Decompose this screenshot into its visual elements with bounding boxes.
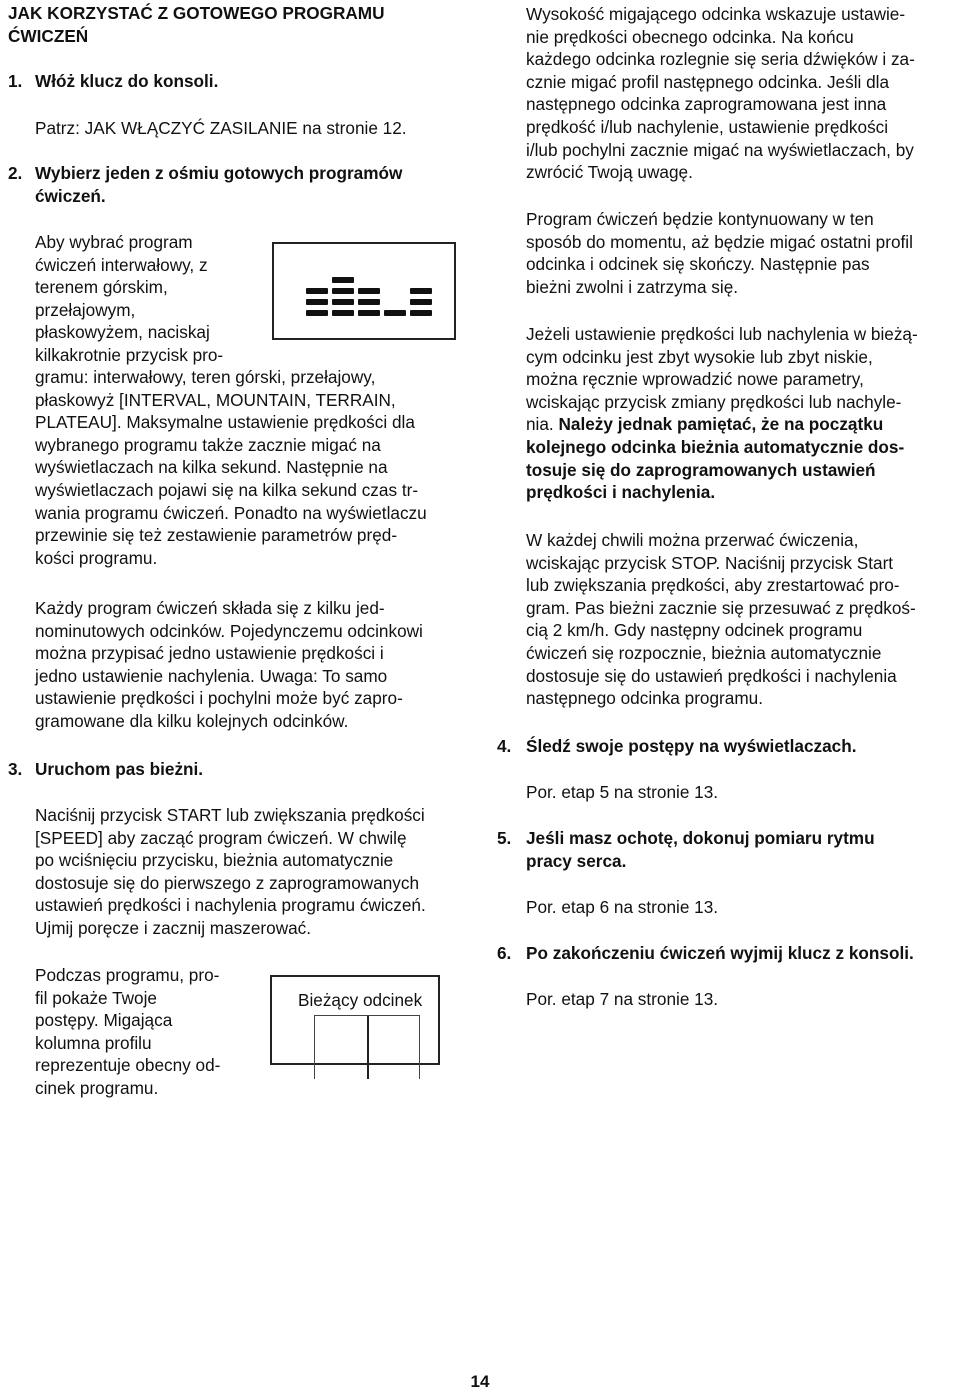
right-paragraph-3-normal: Jeżeli ustawienie prędkości lub nachylenia w bieżą- cym odcinku jest zbyt wysokie lub zbyt niskie, można ręcznie wprowadzić nowe parametry, wciskając przycisk zmiany prędkości lub nachyle- nia. [526, 324, 918, 435]
step-5-number: 5. [497, 828, 512, 848]
profile-segment [332, 299, 354, 305]
step-3-paragraph-1: Naciśnij przycisk START lub zwiększania prędkości [SPEED] aby zacząć program ćwiczeń. W chwilę po wciśnięciu przycisku, bieżnia automatycznie dostosuje się do pierwszego z zaprogramowanych ustawień prędkości i nachylenia programu ćwiczeń. Ujmij poręcze i zacznij maszerować. [35, 805, 426, 938]
right-paragraph-1: Wysokość migającego odcinka wskazuje ustawie- nie prędkości obecnego odcinka. Na końcu każdego odcinka rozlegnie się seria dźwięków i za- cznie migać profil następnego odcinka. Jeśli dla następnego odcinka zaprogramowana jest inna prędkość i/lub nachylenie, ustawienie prędkości i/lub pochylni zacznie migać na wyświetlaczach, by zwrócić Twoją uwagę. [526, 4, 915, 183]
step-3-number: 3. [8, 759, 23, 779]
profile-segment [332, 288, 354, 294]
step-4-number: 4. [497, 736, 512, 756]
program-profile-figure [272, 242, 456, 340]
step-6-number: 6. [497, 943, 512, 963]
step-5-title: Jeśli masz ochotę, dokonuj pomiaru rytmu pracy serca. [526, 828, 875, 871]
profile-column-outline [314, 1015, 420, 1079]
step-2-number: 2. [8, 163, 23, 183]
step-3-paragraph-2: Podczas programu, pro- fil pokaże Twoje postępy. Migająca kolumna profilu reprezentuje obecny od- cinek programu. [35, 965, 221, 1098]
current-segment-figure [270, 975, 440, 1095]
profile-segment [410, 299, 432, 305]
profile-segment [410, 288, 432, 294]
step-3-title: Uruchom pas bieżni. [35, 759, 204, 779]
page-number: 14 [470, 1372, 490, 1391]
profile-segment [306, 288, 328, 294]
right-paragraph-3-bold: Należy jednak pamiętać, że na początku kolejnego odcinka bieżnia automatycznie dos- tosuje się do zaprogramowanych ustawień prędkości i nachylenia. [526, 414, 905, 503]
step-1-text: Patrz: JAK WŁĄCZYĆ ZASILANIE na stronie 12. [35, 118, 407, 138]
profile-segment [332, 277, 354, 283]
step-1-title: Włóż klucz do konsoli. [35, 71, 219, 91]
right-paragraph-3 [526, 323, 918, 504]
step-1-number: 1. [8, 71, 23, 91]
step-5-text: Por. etap 6 na stronie 13. [526, 897, 719, 917]
profile-segment [332, 310, 354, 316]
profile-segment [358, 288, 380, 294]
section-title: JAK KORZYSTAĆ Z GOTOWEGO PROGRAMU ĆWICZEŃ [8, 3, 385, 46]
profile-segment [306, 310, 328, 316]
profile-segment [384, 310, 406, 316]
step-2-paragraph-1: gramu: interwałowy, teren górski, przełajowy, płaskowyż [INTERVAL, MOUNTAIN, TERRAIN, PLATEAU]. Maksymalne ustawienie prędkości dla wybranego programu także zacznie migać na wyświetlaczach na kilka sekund. Następnie na wyświetlaczach pojawi się na kilka sekund czas tr- wania programu ćwiczeń. Ponadto na wyświetlaczu przewinie się też zestawienie parametrów pręd- kości programu. [35, 367, 427, 568]
profile-segment [410, 310, 432, 316]
step-4-text: Por. etap 5 na stronie 13. [526, 782, 719, 802]
step-4-title: Śledź swoje postępy na wyświetlaczach. [526, 736, 857, 756]
step-2-paragraph-2: Każdy program ćwiczeń składa się z kilku jed- nominutowych odcinków. Pojedynczemu odcinkowi można przypisać jedno ustawienie prędkości i jedno ustawienie nachylenia. Uwaga: To samo ustawienie prędkości i pochylni może być zapro- gramowane dla kilku kolejnych odcinków. [35, 598, 423, 731]
step-6-title: Po zakończeniu ćwiczeń wyjmij klucz z konsoli. [526, 943, 914, 963]
profile-segment [306, 299, 328, 305]
right-paragraph-2: Program ćwiczeń będzie kontynuowany w ten sposób do momentu, aż będzie migać ostatni profil odcinka i odcinek się skończy. Następnie pas bieżni zwolni i zatrzyma się. [526, 209, 913, 297]
profile-segment [358, 310, 380, 316]
profile-segment [358, 299, 380, 305]
current-segment-label: Bieżący odcinek [298, 990, 423, 1010]
step-6-text: Por. etap 7 na stronie 13. [526, 989, 719, 1009]
right-paragraph-4: W każdej chwili można przerwać ćwiczenia, wciskając przycisk STOP. Naciśnij przycisk Start lub zwiększania prędkości, aby zrestartować pro- gram. Pas bieżni zacznie się przesuwać z prędkoś- cią 2 km/h. Gdy następny odcinek programu ćwiczeń się rozpocznie, bieżnia automatycznie dostosuje się do ustawień prędkości i nachylenia następnego odcinka programu. [526, 530, 916, 709]
step-2-title: Wybierz jeden z ośmiu gotowych programów ćwiczeń. [35, 163, 403, 206]
step-2-paragraph-1-beside-figure: Aby wybrać program ćwiczeń interwałowy, z terenem górskim, przełajowym, płaskowyżem, naciskaj kilkakrotnie przycisk pro- [35, 232, 224, 365]
